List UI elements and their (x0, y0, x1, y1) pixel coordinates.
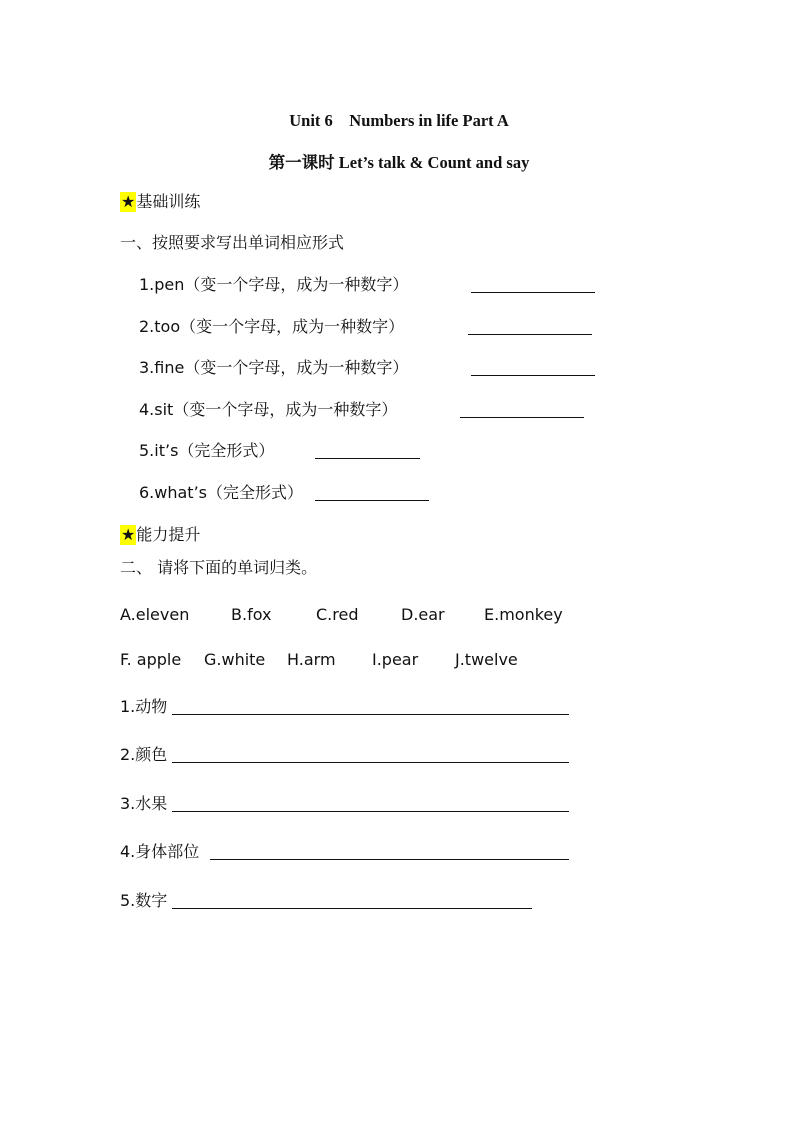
category-animals: 1.动物 (120, 697, 168, 716)
exercise-item-2: 2.too（变一个字母，成为一种数字） (139, 317, 405, 336)
word-option: J.twelve (455, 650, 518, 669)
exercise-item-1: 1.pen（变一个字母，成为一种数字） (139, 275, 409, 294)
category-answer-blank[interactable] (210, 859, 569, 860)
lesson-title: 第一课时 Let’s talk & Count and say (268, 153, 530, 172)
category-answer-blank[interactable] (172, 811, 569, 812)
ability-improvement-heading (120, 525, 200, 545)
category-numbers: 5.数字 (120, 891, 168, 910)
unit-title: Unit 6 Numbers in life Part A (289, 111, 509, 130)
basic-training-heading (120, 192, 200, 212)
category-answer-blank[interactable] (172, 714, 569, 715)
word-option: H.arm (287, 650, 336, 669)
word-option: E.monkey (484, 605, 563, 624)
word-option: I.pear (372, 650, 419, 669)
category-fruits: 3.水果 (120, 794, 168, 813)
question-1-title: 一、按照要求写出单词相应形式 (120, 233, 345, 252)
exercise-item-4: 4.sit（变一个字母，成为一种数字） (139, 400, 398, 419)
exercise-item-5: 5.it’s（完全形式） (139, 441, 275, 460)
ability-improvement-label: 能力提升 (136, 525, 201, 544)
answer-blank-5[interactable] (315, 458, 420, 459)
answer-blank-6[interactable] (315, 500, 429, 501)
answer-blank-2[interactable] (468, 334, 592, 335)
word-option: C.red (316, 605, 359, 624)
answer-blank-3[interactable] (471, 375, 595, 376)
exercise-item-3: 3.fine（变一个字母，成为一种数字） (139, 358, 409, 377)
category-answer-blank[interactable] (172, 762, 569, 763)
star-icon: ★ (121, 192, 136, 211)
word-option: F. apple (120, 650, 182, 669)
exercise-item-6: 6.what’s（完全形式） (139, 483, 303, 502)
category-body-parts: 4.身体部位 (120, 842, 200, 861)
category-colors: 2.颜色 (120, 745, 168, 764)
answer-blank-4[interactable] (460, 417, 584, 418)
basic-training-label: 基础训练 (136, 192, 201, 211)
word-option: G.white (204, 650, 266, 669)
word-option: D.ear (401, 605, 445, 624)
star-icon: ★ (121, 525, 136, 544)
word-option: A.eleven (120, 605, 190, 624)
answer-blank-1[interactable] (471, 292, 595, 293)
question-2-title: 二、 请将下面的单词归类。 (120, 558, 318, 577)
category-answer-blank[interactable] (172, 908, 532, 909)
word-option: B.fox (231, 605, 272, 624)
